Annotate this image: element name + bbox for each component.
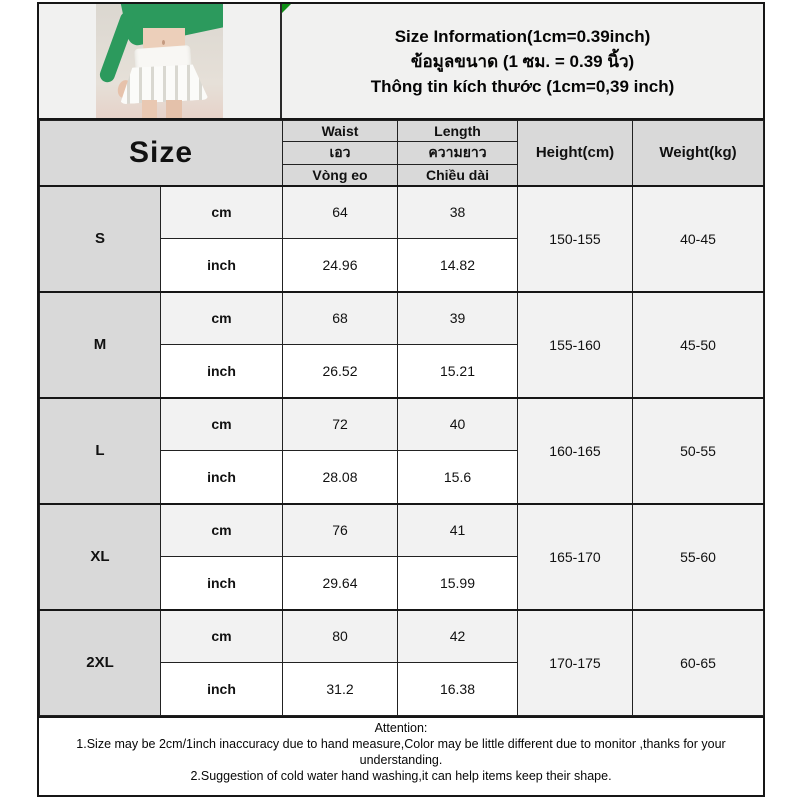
unit-label-inch: inch [161,345,283,398]
unit-label-cm: cm [161,610,283,663]
size-table [39,120,764,716]
attention-heading: Attention: [374,721,428,735]
waist-inch-value: 26.52 [283,345,398,398]
unit-label-cm: cm [161,398,283,451]
length-header-en: Length [398,121,518,142]
length-cm-value: 41 [398,504,518,557]
banner-title-vietnamese: Thông tin kích thước (1cm=0,39 inch) [370,76,675,96]
waist-cm-value: 80 [283,610,398,663]
length-inch-value: 15.6 [398,451,518,504]
weight-column-header: Weight(kg) [633,121,764,186]
unit-label-inch: inch [161,451,283,504]
length-header-vi: Chiều dài [398,165,518,186]
waist-header-th: เอว [283,142,398,165]
waist-header-vi: Vòng eo [283,165,398,186]
unit-label-inch: inch [161,663,283,716]
waist-inch-value: 28.08 [283,451,398,504]
banner-title-cell [282,4,763,118]
size-label: L [40,398,161,504]
product-photo-cell [39,4,282,118]
height-range: 150-155 [518,186,633,292]
waist-cm-value: 76 [283,504,398,557]
attention-section [39,716,763,795]
size-label: S [40,186,161,292]
weight-range: 40-45 [633,186,764,292]
length-header-th: ความยาว [398,142,518,165]
height-column-header: Height(cm) [518,121,633,186]
photo-pleated-skirt-shape [118,64,209,105]
banner-title-thai: ข้อมูลขนาด (1 ซม. = 0.39 นิ้ว) [410,51,635,71]
size-label: M [40,292,161,398]
unit-label-inch: inch [161,239,283,292]
waist-inch-value: 24.96 [283,239,398,292]
attention-note-1: 1.Size may be 2cm/1inch inaccuracy due to hand measure,Color may be little different due to monitor ,thanks for your understanding. [76,737,726,767]
banner-title-english: Size Information(1cm=0.39inch) [394,26,651,46]
waist-cm-value: 64 [283,186,398,239]
length-inch-value: 15.21 [398,345,518,398]
length-cm-value: 42 [398,610,518,663]
table-row-2xl-cm [40,610,764,663]
weight-range: 50-55 [633,398,764,504]
green-corner-marker-icon [282,4,291,13]
weight-range: 45-50 [633,292,764,398]
photo-right-leg-shape [166,100,183,118]
weight-range: 60-65 [633,610,764,716]
photo-left-leg-shape [142,100,157,118]
attention-note-2: 2.Suggestion of cold water hand washing,it can help items keep their shape. [190,769,612,783]
waist-cm-value: 72 [283,398,398,451]
product-photo [96,4,223,118]
size-column-header: Size [40,121,283,186]
height-range: 170-175 [518,610,633,716]
table-row-xl-cm [40,504,764,557]
size-label: 2XL [40,610,161,716]
table-row-m-cm [40,292,764,345]
waist-inch-value: 31.2 [283,663,398,716]
waist-cm-value: 68 [283,292,398,345]
size-chart-sheet [37,2,765,797]
size-label: XL [40,504,161,610]
height-range: 165-170 [518,504,633,610]
length-inch-value: 15.99 [398,557,518,610]
unit-label-cm: cm [161,504,283,557]
waist-header-en: Waist [283,121,398,142]
waist-inch-value: 29.64 [283,557,398,610]
unit-label-inch: inch [161,557,283,610]
length-inch-value: 16.38 [398,663,518,716]
unit-label-cm: cm [161,292,283,345]
banner [39,4,763,120]
table-row-s-cm [40,186,764,239]
length-inch-value: 14.82 [398,239,518,292]
length-cm-value: 39 [398,292,518,345]
weight-range: 55-60 [633,504,764,610]
height-range: 155-160 [518,292,633,398]
unit-label-cm: cm [161,186,283,239]
length-cm-value: 40 [398,398,518,451]
table-row-l-cm [40,398,764,451]
height-range: 160-165 [518,398,633,504]
length-cm-value: 38 [398,186,518,239]
